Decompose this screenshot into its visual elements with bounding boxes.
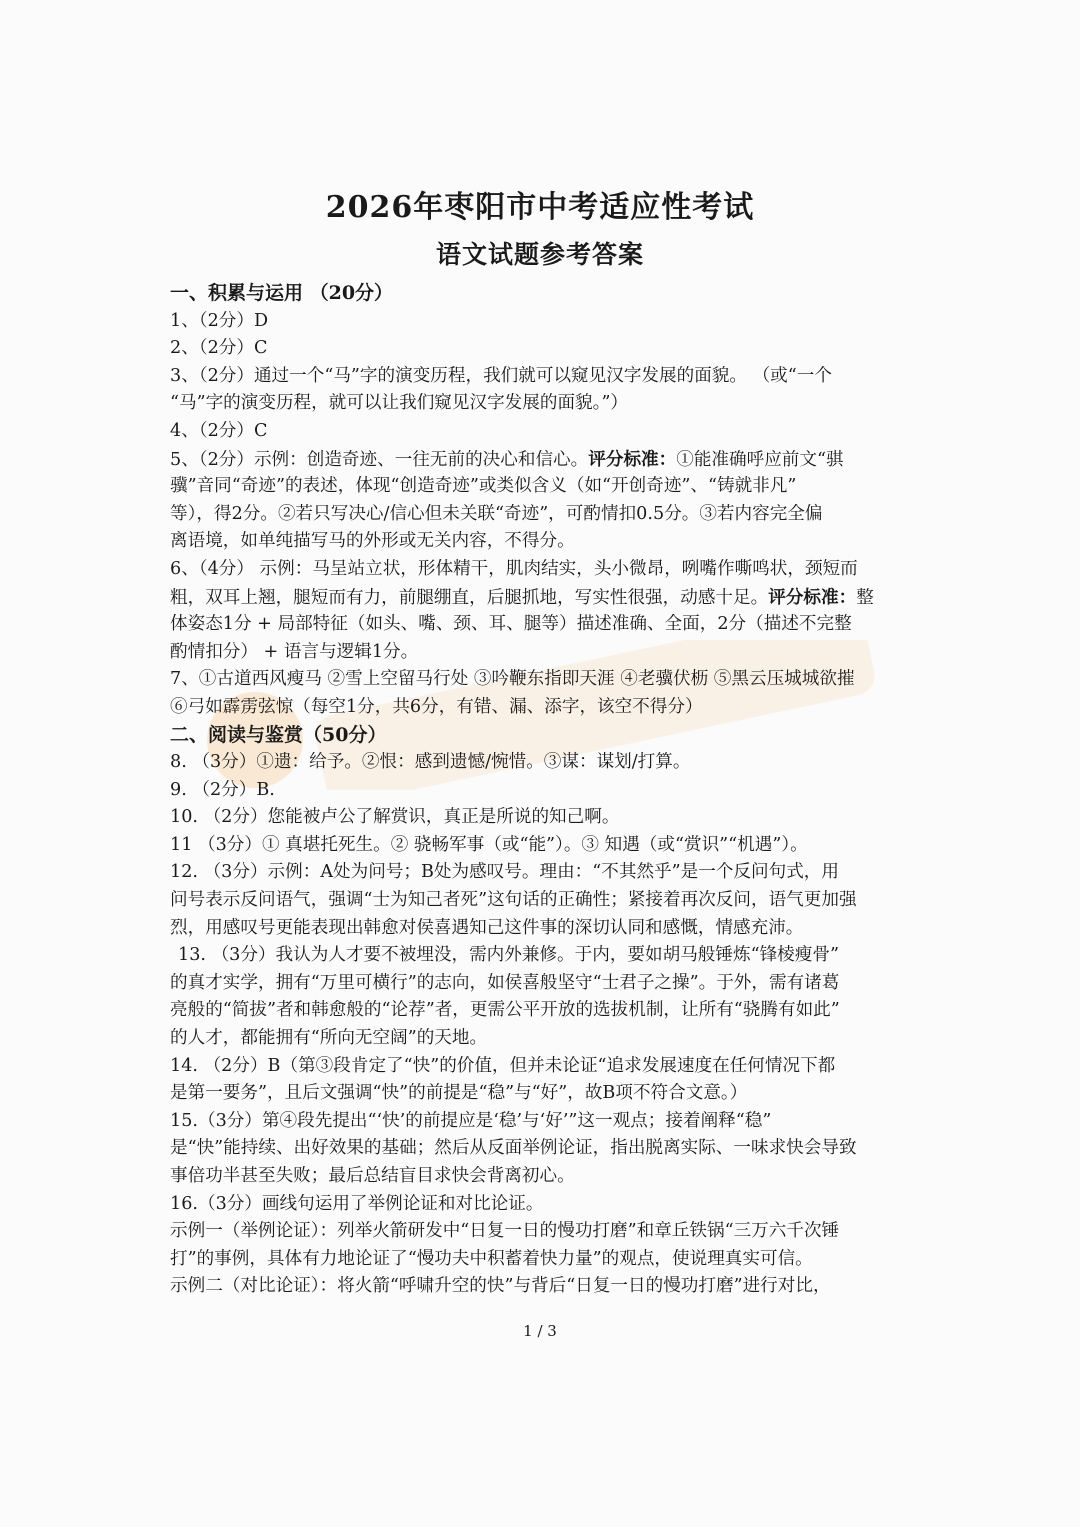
answer-text: 是第一要务”，且后文强调“快”的前提是“稳”与“好”，故B项不符合文意。） [170, 1083, 748, 1104]
answer-line [170, 335, 915, 363]
answer-text: 示例二（对比论证）：将火箭“呼啸升空的快”与背后“日复一日的慢功打磨”进行对比， [170, 1276, 831, 1297]
answer-text: 6、（4分） 示例：马呈站立状，形体精干，肌肉结实，头小微昂，咧嘴作嘶鸣状，颈短而 [170, 558, 858, 579]
answer-text: 7、①古道西风瘦马 ②雪上空留马行处 ③吟鞭东指即天涯 ④老骥伏枥 ⑤黑云压城城欲摧 [170, 669, 855, 690]
answer-line [170, 446, 915, 474]
answer-line [170, 584, 915, 612]
answer-text: “马”字的演变历程，就可以让我们窥见汉字发展的面貌。”） [170, 393, 629, 414]
exam-title: 2026年枣阳市中考适应性考试 [325, 190, 755, 225]
answer-line [170, 1218, 915, 1246]
answer-line [170, 1108, 915, 1136]
answer-text: 骥”音同“奇迹”的表述，体现“创造奇迹”或类似含义（如“开创奇迹”、“铸就非凡” [170, 476, 797, 497]
answer-line [170, 887, 915, 915]
answer-text: 体姿态1分 + 局部特征（如头、嘴、颈、耳、腿等）描述准确、全面，2分（描述不完整 [170, 614, 852, 635]
answer-line [170, 1025, 915, 1053]
answer-text: 9. （2分）B. [170, 779, 275, 800]
answer-line [170, 1163, 915, 1191]
answer-line [170, 1191, 915, 1219]
exam-subtitle: 语文试题参考答案 [435, 240, 644, 269]
answer-text: 12. （3分）示例：A处为问号；B处为感叹号。理由：“不其然乎”是一个反问句式，用 [170, 862, 839, 883]
scoring-standard-label: 评分标准： [768, 586, 857, 608]
answer-line [170, 694, 915, 722]
answer-text: 1、（2分）D [170, 310, 269, 331]
answer-text: 10. （2分）您能被卢公了解赏识，真正是所说的知己啊。 [170, 807, 620, 828]
answer-text: 是“快”能持续、出好效果的基础；然后从反面举例论证，指出脱离实际、一味求快会导致 [170, 1138, 857, 1159]
answer-text: 整 [856, 587, 874, 608]
answer-line [170, 859, 915, 887]
answer-line [170, 611, 915, 639]
answer-text: 事倍功半甚至失败；最后总结盲目求快会背离初心。 [170, 1166, 575, 1186]
answer-text: 11 （3分）① 真堪托死生。② 骁畅军事（或“能”）。③ 知遇（或“赏识”“机遇”）。 [170, 834, 808, 855]
answer-text: 13. （3分）我认为人才要不被埋没，需内外兼修。于内，要如胡马般锤炼“锋棱瘦骨” [178, 945, 839, 966]
answer-text: 2、（2分）C [170, 338, 268, 359]
scoring-standard-label: 评分标准： [588, 448, 677, 470]
answer-line [170, 1080, 915, 1108]
answer-line [170, 418, 915, 446]
answer-text: 3、（2分）通过一个“马”字的演变历程，我们就可以窥见汉字发展的面貌。 （或“一个 [170, 365, 832, 386]
answer-line [170, 1246, 915, 1274]
answer-line [170, 777, 915, 805]
answer-line [170, 915, 915, 943]
section-heading [170, 722, 915, 750]
answer-text: 二、阅读与鉴赏（50分） [170, 723, 387, 746]
answer-text: 一、积累与运用 （20分） [170, 282, 394, 304]
section-heading [170, 280, 915, 308]
answer-text: 等），得2分。②若只写决心/信心但未关联“奇迹”，可酌情扣0.5分。③若内容完全偏 [170, 503, 823, 524]
answer-text: 问号表示反问语气，强调“士为知己者死”这句话的正确性；紧接着再次反问，语气更加强 [170, 890, 857, 911]
answer-text: 粗，双耳上翘，腿短而有力，前腿绷直，后腿抓地，写实性很强，动感十足。 [170, 587, 769, 608]
answer-line [170, 390, 915, 418]
answer-line [170, 639, 915, 667]
answer-line [170, 501, 915, 529]
answer-line [170, 473, 915, 501]
answer-text: 烈，用感叹号更能表现出韩愈对侯喜遇知己这件事的深切认同和感慨，情感充沛。 [170, 917, 804, 938]
answer-text: 14. （2分）B（第③段肯定了“快”的价值，但并未论证“追求发展速度在任何情况下都 [170, 1055, 836, 1076]
answer-line [170, 970, 915, 998]
answer-line [170, 363, 915, 391]
answer-text: 15.（3分）第④段先提出“‘快’的前提应是‘稳’与‘好’”这一观点；接着阐释“稳” [170, 1110, 772, 1131]
answer-line [170, 1053, 915, 1081]
answer-line [170, 666, 915, 694]
answer-line [170, 528, 915, 556]
page-number: 1 / 3 [523, 1322, 557, 1340]
answer-text: ①能准确呼应前文“骐 [676, 449, 844, 470]
answer-text: 的真才实学，拥有“万里可横行”的志向，如侯喜般坚守“士君子之操”。于外，需有诸葛 [170, 972, 840, 993]
answer-line [170, 749, 915, 777]
answer-text: 离语境，如单纯描写马的外形或无关内容，不得分。 [170, 531, 575, 552]
answer-text: 打”的事例，具体有力地论证了“慢功夫中积蓄着快力量”的观点，使说理真实可信。 [170, 1248, 813, 1269]
answer-line [170, 1273, 915, 1301]
answer-text: 亮般的“简拔”者和韩愈般的“论荐”者，更需公平开放的选拔机制，让所有“骁腾有如此” [170, 1000, 840, 1021]
answer-text: 16.（3分）画线句运用了举例论证和对比论证。 [170, 1193, 544, 1214]
answer-text: 的人才，都能拥有“所向无空阔”的天地。 [170, 1028, 488, 1049]
answer-line [170, 308, 915, 336]
answer-line [170, 942, 915, 970]
answer-line [170, 1135, 915, 1163]
answer-text: ⑥弓如霹雳弦惊（每空1分，共6分，有错、漏、添字，该空不得分） [170, 696, 703, 717]
answer-text: 8. （3分）①遗：给予。②恨：感到遗憾/惋惜。③谋：谋划/打算。 [170, 752, 691, 773]
answer-text: 5、（2分）示例：创造奇迹、一往无前的决心和信心。 [170, 449, 589, 470]
answer-line [170, 832, 915, 860]
answer-line [170, 804, 915, 832]
answer-text: 酌情扣分） + 语言与逻辑1分。 [170, 641, 419, 662]
answer-line [170, 997, 915, 1025]
answer-content [170, 280, 915, 1301]
answer-text: 示例一（举例论证）：列举火箭研发中“日复一日的慢功打磨”和章丘铁锅“三万六千次锤 [170, 1221, 840, 1242]
answer-line [170, 556, 915, 584]
answer-text: 4、（2分）C [170, 420, 268, 441]
